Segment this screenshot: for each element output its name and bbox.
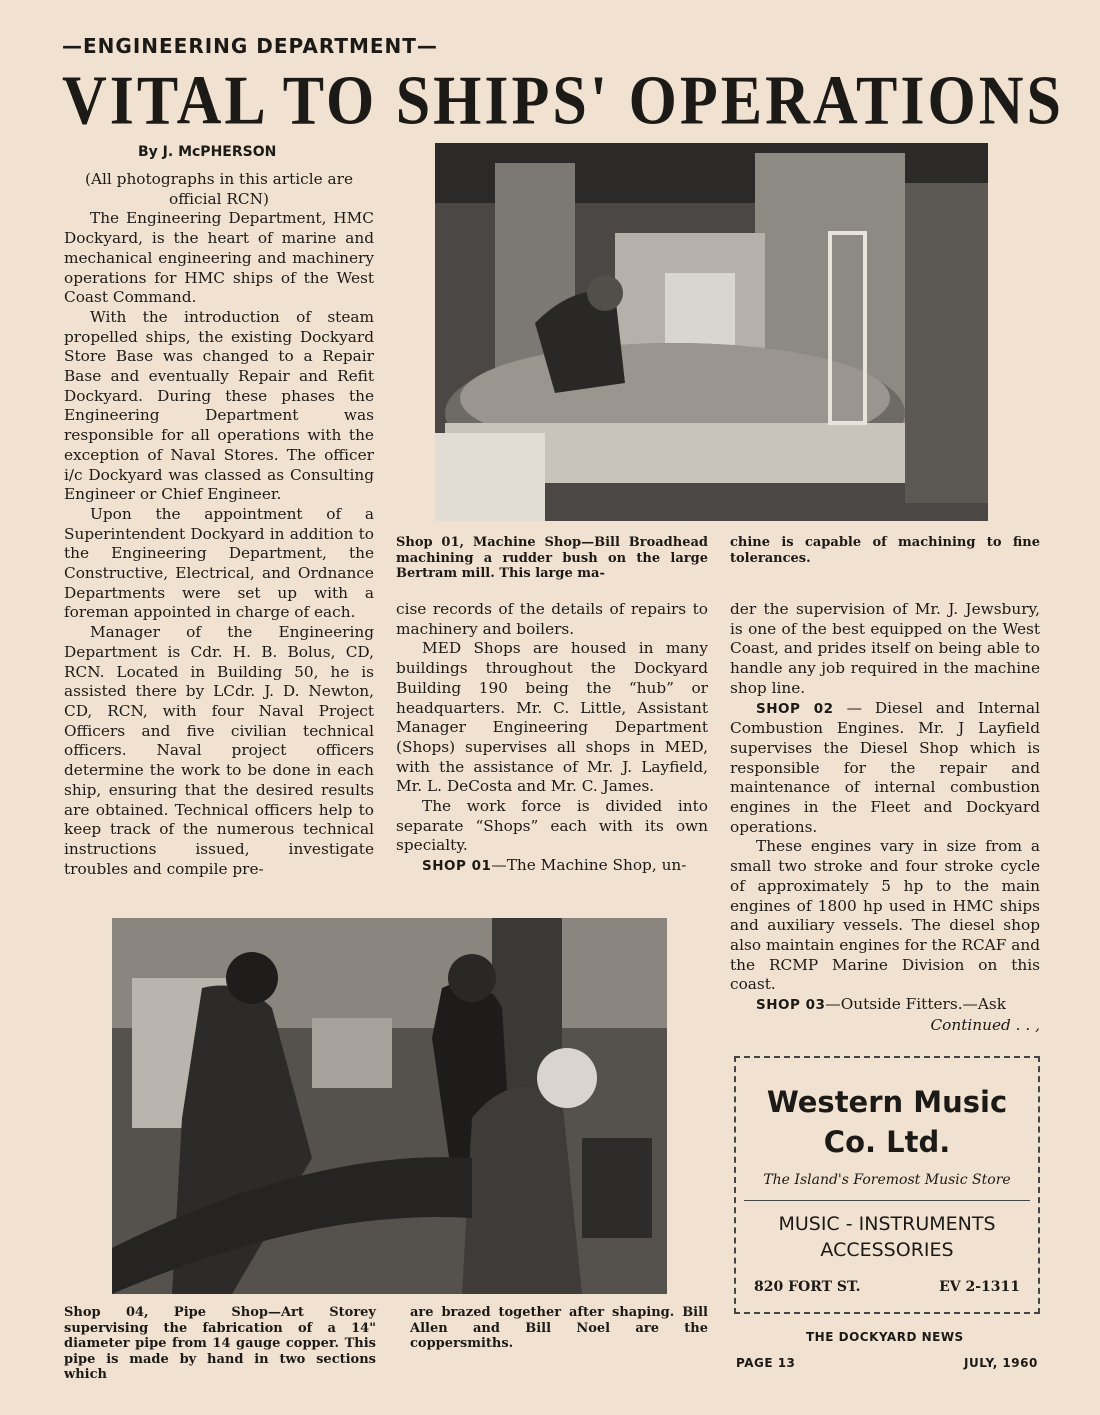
page-number: PAGE 13 <box>736 1356 796 1370</box>
issue-date: JULY, 1960 <box>964 1356 1038 1370</box>
publication-name: THE DOCKYARD NEWS <box>806 1330 964 1344</box>
article-column-3 <box>730 600 1040 1035</box>
ad-address: 820 FORT ST. <box>754 1279 861 1295</box>
photo-caption-top-right: chine is capable of machining to fine tolerances. <box>730 535 1040 566</box>
paragraph: Upon the appointment of a Superintendent Dockyard in addition to the Engineering Department, the Constructive, Electrical, and Ordnance Departments were set up with a foreman appointed in charge of each. <box>64 504 374 622</box>
machine-shop-illustration <box>435 143 988 521</box>
shop-heading: SHOP 02 <box>756 700 834 717</box>
ad-products <box>736 1211 1038 1263</box>
paragraph <box>730 699 1040 838</box>
ad-name-line-1: Western Music <box>766 1085 1008 1119</box>
paragraph: Manager of the Engineering Department is Cdr. H. B. Bolus, CD, RCN. Located in Building 50, he is assisted there by LCdr. J. D. Newton, CD, RCN, with four Naval Project Officers and five civilian technical officers. Naval project officers determine the work to be done in each ship, ensuring that the desired results are obtained. Technical officers help to keep track of the numerous technical instructions issued, investigate troubles and compile pre- <box>64 623 374 878</box>
paragraph: The Engineering Department, HMC Dockyard, is the heart of marine and mechanical engineering and machinery operations for HMC ships of the West Coast Command. <box>64 209 374 307</box>
western-music-advertisement <box>734 1056 1040 1314</box>
paragraph <box>396 856 708 877</box>
article-column-1 <box>64 170 374 879</box>
paragraph-text: —The Machine Shop, un- <box>491 856 687 875</box>
photo-credit-note: (All photographs in this article are official RCN) <box>85 170 353 208</box>
shop-heading: SHOP 01 <box>422 858 492 875</box>
pipe-shop-illustration <box>112 918 667 1294</box>
paragraph: der the supervision of Mr. J. Jewsbury, is one of the best equipped on the West Coast, and prides itself on being able to handle any job required in the machine shop line. <box>730 600 1040 697</box>
ad-contact <box>736 1279 1038 1295</box>
section-kicker: —ENGINEERING DEPARTMENT— <box>62 34 438 58</box>
ad-tagline: The Island's Foremost Music Store <box>763 1172 1011 1188</box>
paragraph: cise records of the details of repairs to machinery and boilers. <box>396 600 708 638</box>
paragraph: MED Shops are housed in many buildings throughout the Dockyard Building 190 being the “hub” or headquarters. Mr. C. Little, Assistant Manager Engineering Department (Shops) supervises all shops in MED, with the assistance of Mr. J. Layfield, Mr. L. DeCosta and Mr. C. James. <box>396 639 708 796</box>
paragraph-text: — Diesel and Internal Combustion Engines. Mr. J Layfield supervises the Diesel Shop which is responsible for the repair and maintenance of internal combustion engines in the Fleet and Dockyard operations. <box>730 698 1040 836</box>
ad-phone: EV 2-1311 <box>939 1279 1020 1295</box>
continued-note: Continued . . , <box>930 1015 1040 1034</box>
paragraph-text: —Outside Fitters.—Ask <box>825 995 1007 1014</box>
byline: By J. McPHERSON <box>138 144 277 160</box>
ad-divider <box>744 1200 1030 1201</box>
ad-company-name <box>736 1082 1038 1162</box>
photo-caption-bottom-left: Shop 04, Pipe Shop—Art Storey supervising the fabrication of a 14" diameter pipe from 14 gauge copper. This pipe is made by hand in two sections which <box>64 1305 376 1382</box>
pipe-shop-photo <box>112 918 667 1294</box>
photo-caption-bottom-right: are brazed together after shaping. Bill Allen and Bill Noel are the coppersmiths. <box>410 1305 708 1351</box>
paragraph <box>730 995 1040 1016</box>
paragraph: These engines vary in size from a small two stroke and four stroke cycle of approximately 5 hp to the main engines of 1800 hp used in HMC ships and auxiliary vessels. The diesel shop also maintain engines for the RCAF and the RCMP Marine Division on this coast. <box>730 837 1040 994</box>
headline: VITAL TO SHIPS' OPERATIONS <box>62 63 1064 140</box>
ad-name-line-2: Co. Ltd. <box>823 1125 951 1159</box>
article-column-2 <box>396 600 708 877</box>
photo-caption-top-left: Shop 01, Machine Shop—Bill Broadhead machining a rudder bush on the large Bertram mill. This large ma- <box>396 535 708 581</box>
ad-products-line-1: MUSIC - INSTRUMENTS <box>778 1213 996 1235</box>
ad-products-line-2: ACCESSORIES <box>820 1239 954 1261</box>
paragraph: The work force is divided into separate “Shops” each with its own specialty. <box>396 797 708 855</box>
machine-shop-photo <box>435 143 988 521</box>
paragraph: With the introduction of steam propelled ships, the existing Dockyard Store Base was changed to a Repair Base and eventually Repair and Refit Dockyard. During these phases the Engineering Department was responsible for all operations with the exception of Naval Stores. The officer i/c Dockyard was classed as Consulting Engineer or Chief Engineer. <box>64 307 374 504</box>
shop-heading: SHOP 03 <box>756 997 826 1014</box>
